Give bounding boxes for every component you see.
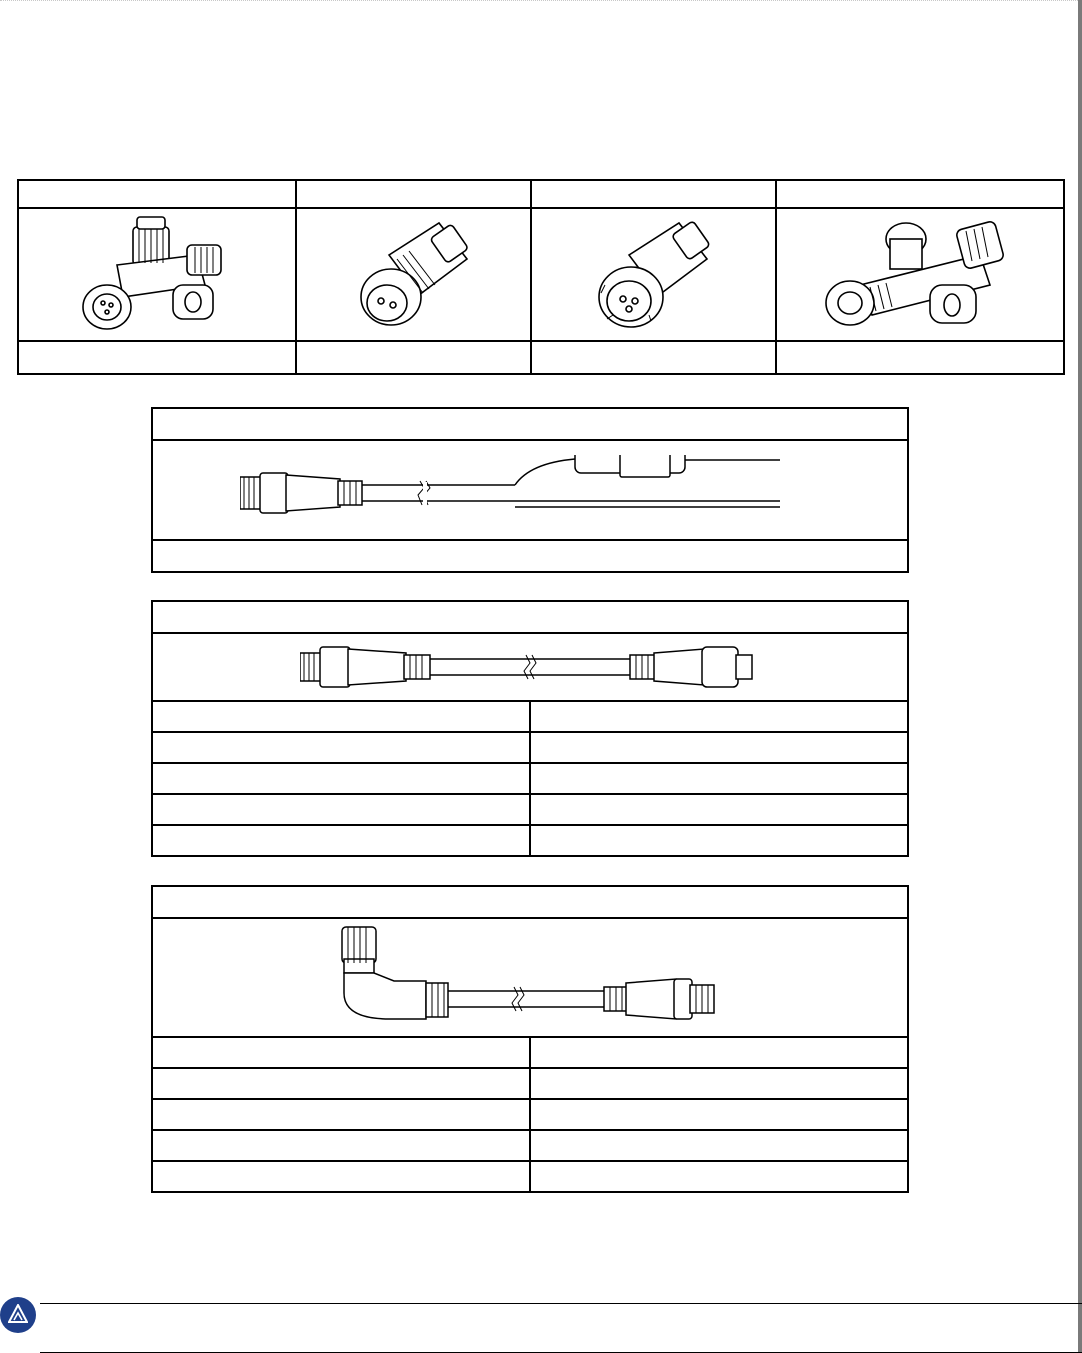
triangle-logo-icon [8, 1304, 28, 1324]
drop-cable-cell [152, 763, 530, 794]
angled-cable-cell [530, 1037, 908, 1068]
angled-cable-title-row [152, 886, 908, 918]
angled-cable-cell [152, 1161, 530, 1192]
drop-cable-row-2 [152, 732, 908, 763]
caption-cell-4 [776, 341, 1064, 374]
drop-cable-cell [530, 732, 908, 763]
male-terminator-figure [296, 208, 531, 341]
header-cell-4 [776, 180, 1064, 208]
angled-cable-cell [152, 1037, 530, 1068]
drop-cable-cell [530, 794, 908, 825]
drop-cable-row-4 [152, 794, 908, 825]
angled-cable-row-5 [152, 1161, 908, 1192]
drop-cable-cell [530, 825, 908, 856]
drop-cable-row-3 [152, 763, 908, 794]
angled-cable-image-row [152, 918, 908, 1037]
footer-rule-top [40, 1303, 1082, 1304]
drop-cable-cell [530, 763, 908, 794]
caption-cell-1 [18, 341, 296, 374]
angled-cable-cell [152, 1068, 530, 1099]
power-cable-caption-row [152, 540, 908, 572]
top-dotted-rule [0, 0, 1082, 1]
drop-cable-row-1 [152, 701, 908, 732]
power-cable-figure [152, 440, 908, 540]
drop-cable-cell [152, 701, 530, 732]
connector-table-header-row [18, 180, 1064, 208]
drop-cable-icon [300, 639, 760, 695]
angled-cable-cell [530, 1099, 908, 1130]
angled-cable-title-cell [152, 886, 908, 918]
connector-caption-row [18, 341, 1064, 374]
drop-cable-title-cell [152, 601, 908, 633]
power-cable-title-cell [152, 408, 908, 440]
header-cell-1 [18, 180, 296, 208]
brand-logo [0, 1297, 36, 1333]
caption-cell-2 [296, 341, 531, 374]
caption-cell-3 [531, 341, 776, 374]
power-cable-icon [240, 455, 820, 525]
male-terminator-icon [349, 215, 479, 335]
angled-cable-cell [152, 1130, 530, 1161]
header-cell-2 [296, 180, 531, 208]
tee-connector-figure [18, 208, 296, 341]
drop-cable-row-5 [152, 825, 908, 856]
angled-cable-cell [152, 1099, 530, 1130]
drop-cable-figure [152, 633, 908, 701]
drop-cable-cell [152, 794, 530, 825]
drop-cable-image-row [152, 633, 908, 701]
page-edge-bar [1078, 0, 1082, 1353]
drop-cable-cell [152, 825, 530, 856]
power-cable-box [151, 407, 909, 573]
tee-with-cap-icon [820, 215, 1020, 335]
angled-cable-row-4 [152, 1130, 908, 1161]
tee-with-cap-figure [776, 208, 1064, 341]
header-cell-3 [531, 180, 776, 208]
angled-cable-icon [330, 923, 730, 1033]
angled-cable-box [151, 885, 909, 1193]
angled-cable-figure [152, 918, 908, 1037]
power-cable-caption-cell [152, 540, 908, 572]
angled-cable-cell [530, 1130, 908, 1161]
angled-cable-row-3 [152, 1099, 908, 1130]
drop-cable-cell [152, 732, 530, 763]
drop-cable-title-row [152, 601, 908, 633]
angled-cable-cell [530, 1068, 908, 1099]
female-terminator-figure [531, 208, 776, 341]
power-cable-image-row [152, 440, 908, 540]
angled-cable-row-1 [152, 1037, 908, 1068]
angled-cable-cell [530, 1161, 908, 1192]
connector-table [17, 179, 1065, 375]
power-cable-title-row [152, 408, 908, 440]
connector-image-row [18, 208, 1064, 341]
tee-connector-icon [77, 215, 237, 335]
drop-cable-box [151, 600, 909, 857]
angled-cable-row-2 [152, 1068, 908, 1099]
drop-cable-cell [530, 701, 908, 732]
female-terminator-icon [589, 215, 719, 335]
